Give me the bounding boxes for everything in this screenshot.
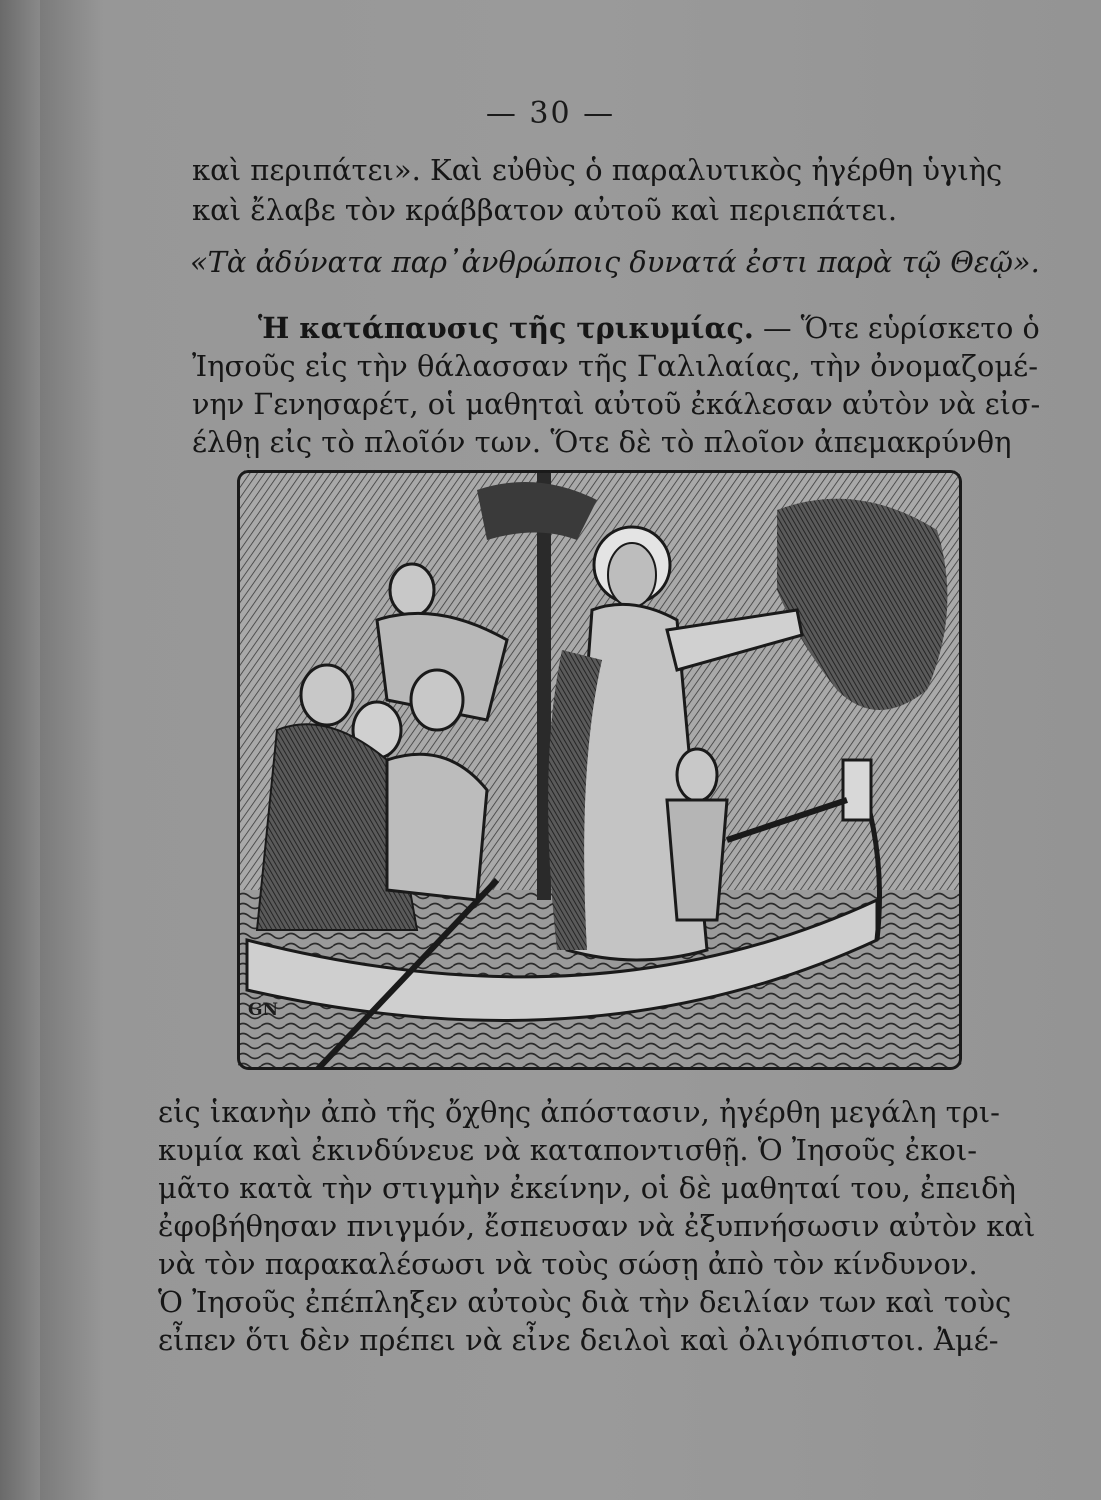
quote-line: «Τὰ ἀδύνατα παρ᾽ἀνθρώποις δυνατά ἐστι παρὰ τῷ Θεῷ». xyxy=(190,245,1040,279)
body-line: νην Γενησαρέτ, οἱ μαθηταὶ αὐτοῦ ἐκάλεσαν αὐτὸν νὰ εἰσ- xyxy=(192,387,1041,421)
body-line: Ὁ Ἰησοῦς ἐπέπληξεν αὐτοὺς διὰ τὴν δειλίαν των καὶ τοὺς xyxy=(158,1285,1012,1319)
body-line: ἐφοβήθησαν πνιγμόν, ἔσπευσαν νὰ ἐξυπνήσωσιν αὐτὸν καὶ xyxy=(158,1209,1036,1243)
body-line: εἰς ἱκανὴν ἀπὸ τῆς ὄχθης ἀπόστασιν, ἠγέρθη μεγάλη τρι- xyxy=(158,1095,1000,1129)
engraver-signature: GN xyxy=(248,1000,279,1020)
body-line: καὶ περιπάτει». Καὶ εὐθὺς ὁ παραλυτικὸς ἠγέρθη ὑγιὴς xyxy=(192,153,1003,187)
body-line: Ἰησοῦς εἰς τὴν θάλασσαν τῆς Γαλιλαίας, τὴν ὀνομαζομέ- xyxy=(192,349,1038,383)
body-line: μᾶτο κατὰ τὴν στιγμὴν ἐκείνην, οἱ δὲ μαθηταί του, ἐπειδὴ xyxy=(158,1171,1016,1205)
section-first-line: Ἡ κατάπαυσις τῆς τρικυμίας. — Ὅτε εὑρίσκετο ὁ xyxy=(258,311,1040,345)
body-line: έλθῃ εἰς τὸ πλοῖόν των. Ὅτε δὲ τὸ πλοῖον ἀπεμακρύνθη xyxy=(192,425,1012,459)
body-line: εἶπεν ὅτι δὲν πρέπει νὰ εἶνε δειλοὶ καὶ ὀλιγόπιστοι. Ἀμέ- xyxy=(158,1323,999,1357)
page-number: — 30 — xyxy=(485,96,616,131)
calming-storm-engraving xyxy=(237,470,962,1070)
body-line: κυμία καὶ ἐκινδύνευε νὰ καταποντισθῇ. Ὁ Ἰησοῦς ἐκοι- xyxy=(158,1133,978,1167)
section-heading: Ἡ κατάπαυσις τῆς τρικυμίας. xyxy=(258,311,754,345)
body-line: νὰ τὸν παρακαλέσωσι νὰ τοὺς σώσῃ ἀπὸ τὸν κίνδυνον. xyxy=(158,1247,978,1281)
engraving-illustration xyxy=(237,470,962,1070)
body-line: καὶ ἔλαβε τὸν κράββατον αὐτοῦ καὶ περιεπάτει. xyxy=(192,193,898,227)
